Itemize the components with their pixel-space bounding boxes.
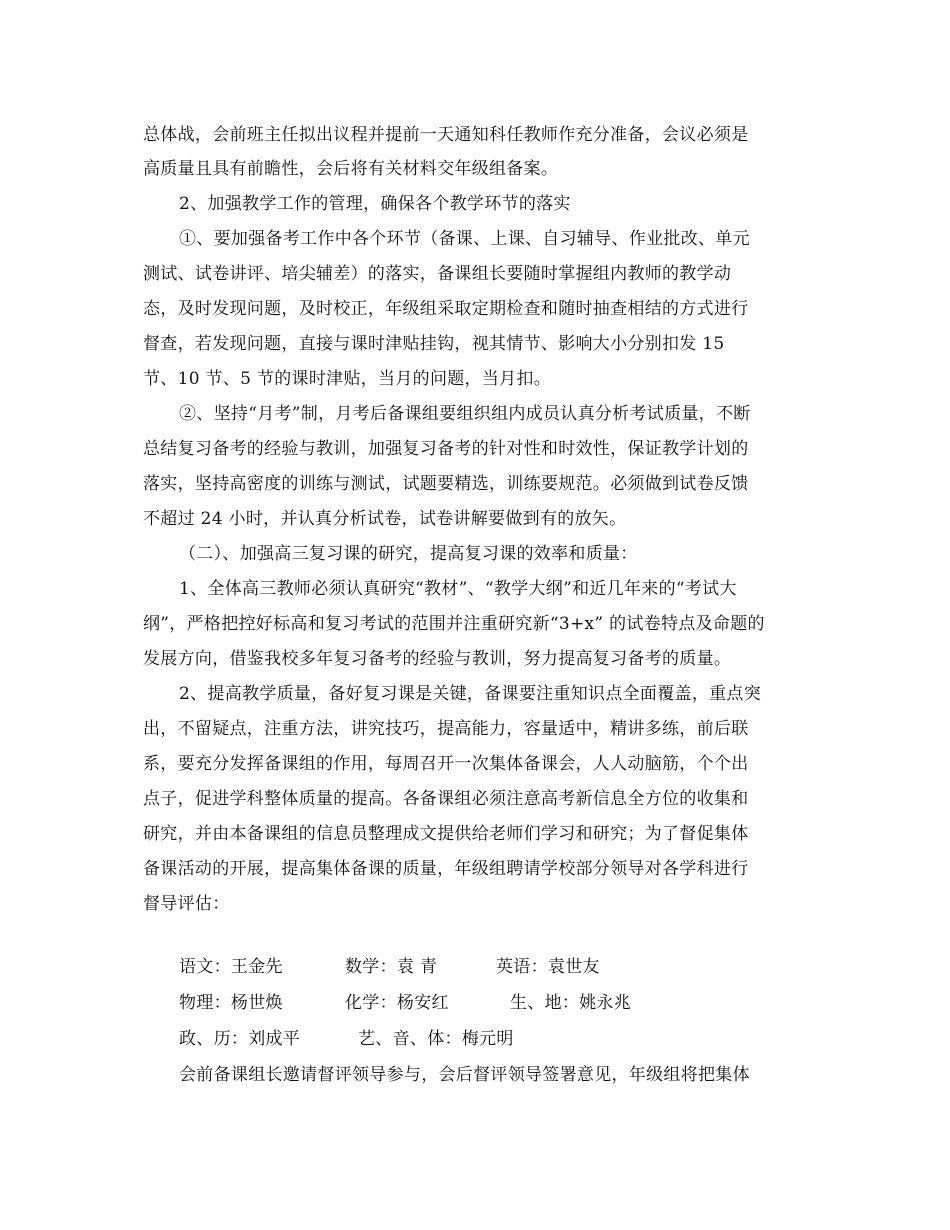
supervisor-entry: 语文：王金先 bbox=[179, 957, 283, 977]
text-line: 总体战，会前班主任拟出议程并提前一天通知科任教师作充分准备，会议必须是 bbox=[143, 125, 749, 145]
text-line: 测试、试卷讲评、培尖辅差）的落实，备课组长要随时掌握组内教师的教学动 bbox=[143, 264, 732, 284]
supervisor-entry: 物理：杨世焕 bbox=[179, 993, 283, 1013]
text-line: 纲”，严格把控好标高和复习考试的范围并注重研究新“3+x” 的试卷特点及命题的 bbox=[143, 614, 765, 634]
text-line: 节、10 节、5 节的课时津贴，当月的问题，当月扣。 bbox=[143, 369, 552, 389]
supervisor-entry: 数学：袁 青 bbox=[345, 957, 438, 977]
supervisor-entry: 政、历：刘成平 bbox=[179, 1029, 301, 1049]
text-line: 备课活动的开展，提高集体备课的质量，年级组聘请学校部分领导对各学科进行 bbox=[143, 859, 749, 879]
text-line: ②、坚持“月考”制，月考后备课组要组织组内成员认真分析考试质量，不断 bbox=[179, 404, 751, 424]
text-line: 研究，并由本备课组的信息员整理成文提供给老师们学习和研究；为了督促集体 bbox=[143, 824, 749, 844]
supervisor-entry: 生、地：姚永兆 bbox=[510, 993, 632, 1013]
text-line: 2、提高教学质量，备好复习课是关键，备课要注重知识点全面覆盖，重点突 bbox=[179, 684, 762, 704]
text-line: 出，不留疑点，注重方法，讲究技巧，提高能力，容量适中，精讲多练，前后联 bbox=[143, 719, 749, 739]
text-line: 高质量且具有前瞻性，会后将有关材料交年级组备案。 bbox=[143, 159, 559, 179]
text-line: 1、全体高三教师必须认真研究“教材”、“教学大纲”和近几年来的“考试大 bbox=[179, 579, 737, 599]
text-line: ①、要加强备考工作中各个环节（备课、上课、自习辅导、作业批改、单元 bbox=[179, 229, 750, 249]
text-line: 不超过 24 小时，并认真分析试卷，试卷讲解要做到有的放矢。 bbox=[143, 509, 627, 529]
section-heading: 2、加强教学工作的管理，确保各个教学环节的落实 bbox=[179, 194, 571, 214]
text-line: 点子，促进学科整体质量的提高。各备课组必须注意高考新信息全方位的收集和 bbox=[143, 789, 749, 809]
supervisor-entry: 化学：杨安红 bbox=[345, 993, 449, 1013]
text-line: 系，要充分发挥备课组的作用，每周召开一次集体备课会，人人动脑筋，个个出 bbox=[143, 754, 749, 774]
text-line: 发展方向，借鉴我校多年复习备考的经验与教训，努力提高复习备考的质量。 bbox=[143, 649, 732, 669]
section-heading: （二）、加强高三复习课的研究，提高复习课的效率和质量： bbox=[179, 544, 638, 564]
supervisor-entry: 艺、音、体：梅元明 bbox=[358, 1029, 514, 1049]
text-line: 落实，坚持高密度的训练与测试，试题要精选，训练要规范。必须做到试卷反馈 bbox=[143, 474, 749, 494]
text-line: 会前备课组长邀请督评领导参与，会后督评领导签署意见，年级组将把集体 bbox=[179, 1065, 750, 1085]
text-line: 总结复习备考的经验与教训，加强复习备考的针对性和时效性，保证教学计划的 bbox=[143, 439, 749, 459]
text-line: 督查，若发现问题，直接与课时津贴挂钩，视其情节、影响大小分别扣发 15 bbox=[143, 334, 725, 354]
text-line: 督导评估： bbox=[143, 894, 230, 914]
supervisor-entry: 英语：袁世友 bbox=[496, 957, 600, 977]
text-line: 态，及时发现问题，及时校正，年级组采取定期检查和随时抽查相结的方式进行 bbox=[143, 299, 749, 319]
